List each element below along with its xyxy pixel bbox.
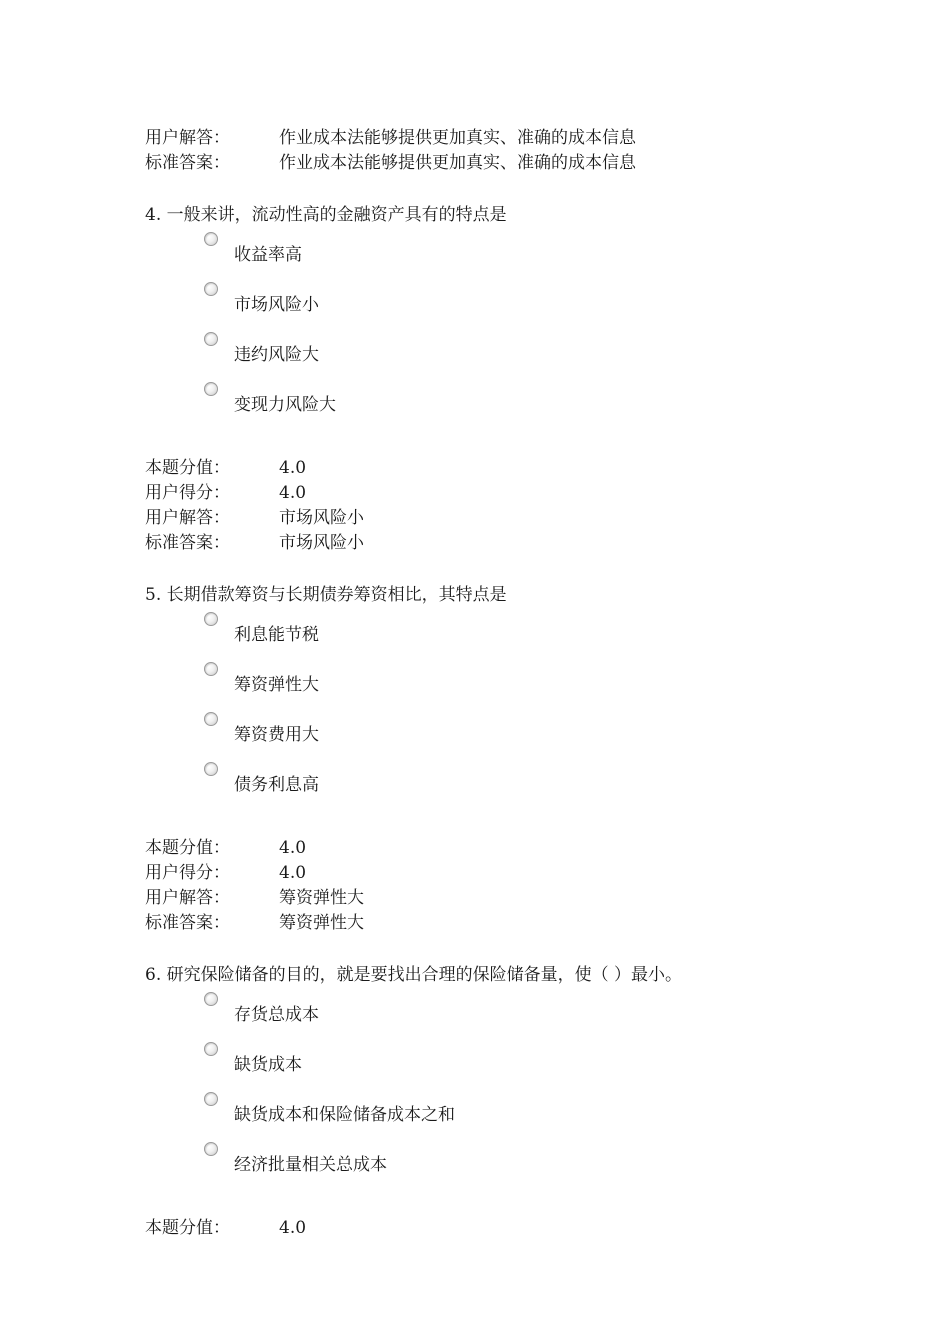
score-value-row <box>145 836 925 861</box>
option-label: 违约风险大 <box>234 345 319 365</box>
score-value: 4.0 <box>279 838 307 858</box>
question-6-score-block <box>145 1216 925 1241</box>
option-label: 筹资费用大 <box>234 725 319 745</box>
user-score-label: 用户得分： <box>145 483 230 503</box>
user-score-value: 4.0 <box>279 483 307 503</box>
option-label: 缺货成本和保险储备成本之和 <box>234 1105 455 1125</box>
score-value-label: 本题分值： <box>145 458 230 478</box>
question-6-option[interactable] <box>204 1142 925 1192</box>
question-6-options <box>145 992 925 1192</box>
quiz-page <box>145 126 925 1241</box>
standard-answer-value: 市场风险小 <box>279 533 364 553</box>
option-label: 市场风险小 <box>234 295 319 315</box>
question-4-option[interactable] <box>204 232 925 282</box>
question-4-score-block <box>145 456 925 556</box>
user-answer-label: 用户解答： <box>145 888 230 908</box>
question-5-option[interactable] <box>204 612 925 662</box>
radio-button-icon[interactable] <box>204 762 218 776</box>
question-5-score-block <box>145 836 925 936</box>
user-answer-row <box>145 886 925 911</box>
standard-answer-row <box>145 911 925 936</box>
radio-button-icon[interactable] <box>204 1142 218 1156</box>
score-value: 4.0 <box>279 458 307 478</box>
option-label: 筹资弹性大 <box>234 675 319 695</box>
radio-button-icon[interactable] <box>204 992 218 1006</box>
standard-answer-label: 标准答案： <box>145 913 230 933</box>
user-answer-value: 筹资弹性大 <box>279 888 364 908</box>
user-answer-row <box>145 506 925 531</box>
question-6-option[interactable] <box>204 1042 925 1092</box>
question-4-option[interactable] <box>204 282 925 332</box>
question-5-option[interactable] <box>204 762 925 812</box>
standard-answer-value: 筹资弹性大 <box>279 913 364 933</box>
radio-button-icon[interactable] <box>204 1092 218 1106</box>
radio-button-icon[interactable] <box>204 1042 218 1056</box>
question-4-options <box>145 232 925 432</box>
prev-standard-answer-row <box>145 151 925 176</box>
radio-button-icon[interactable] <box>204 382 218 396</box>
question-6-option[interactable] <box>204 992 925 1042</box>
prev-user-answer-row <box>145 126 925 151</box>
question-6-title: 6. 研究保险储备的目的，就是要找出合理的保险储备量，使（ ）最小。 <box>145 965 683 985</box>
user-answer-label: 用户解答： <box>145 508 230 528</box>
option-label: 缺货成本 <box>234 1055 302 1075</box>
option-label: 存货总成本 <box>234 1005 319 1025</box>
option-label: 经济批量相关总成本 <box>234 1155 387 1175</box>
option-label: 收益率高 <box>234 245 302 265</box>
question-5-title: 5. 长期借款筹资与长期债券筹资相比，其特点是 <box>145 585 507 605</box>
standard-answer-value: 作业成本法能够提供更加真实、准确的成本信息 <box>279 153 636 173</box>
option-label: 利息能节税 <box>234 625 319 645</box>
score-value-row <box>145 456 925 481</box>
standard-answer-label: 标准答案： <box>145 533 230 553</box>
score-value-label: 本题分值： <box>145 838 230 858</box>
radio-button-icon[interactable] <box>204 332 218 346</box>
user-answer-value: 作业成本法能够提供更加真实、准确的成本信息 <box>279 128 636 148</box>
radio-button-icon[interactable] <box>204 282 218 296</box>
question-5-option[interactable] <box>204 712 925 762</box>
question-6-option[interactable] <box>204 1092 925 1142</box>
score-value-row <box>145 1216 925 1241</box>
radio-button-icon[interactable] <box>204 662 218 676</box>
score-value: 4.0 <box>279 1218 307 1238</box>
user-answer-value: 市场风险小 <box>279 508 364 528</box>
score-value-label: 本题分值： <box>145 1218 230 1238</box>
standard-answer-row <box>145 531 925 556</box>
radio-button-icon[interactable] <box>204 232 218 246</box>
user-score-row <box>145 481 925 506</box>
user-answer-label: 用户解答： <box>145 128 230 148</box>
option-label: 变现力风险大 <box>234 395 336 415</box>
user-score-row <box>145 861 925 886</box>
standard-answer-label: 标准答案： <box>145 153 230 173</box>
option-label: 债务利息高 <box>234 775 319 795</box>
question-4-title: 4. 一般来讲，流动性高的金融资产具有的特点是 <box>145 205 507 225</box>
question-5-options <box>145 612 925 812</box>
user-score-value: 4.0 <box>279 863 307 883</box>
radio-button-icon[interactable] <box>204 612 218 626</box>
radio-button-icon[interactable] <box>204 712 218 726</box>
question-4-option[interactable] <box>204 332 925 382</box>
question-5-option[interactable] <box>204 662 925 712</box>
question-4-option[interactable] <box>204 382 925 432</box>
user-score-label: 用户得分： <box>145 863 230 883</box>
